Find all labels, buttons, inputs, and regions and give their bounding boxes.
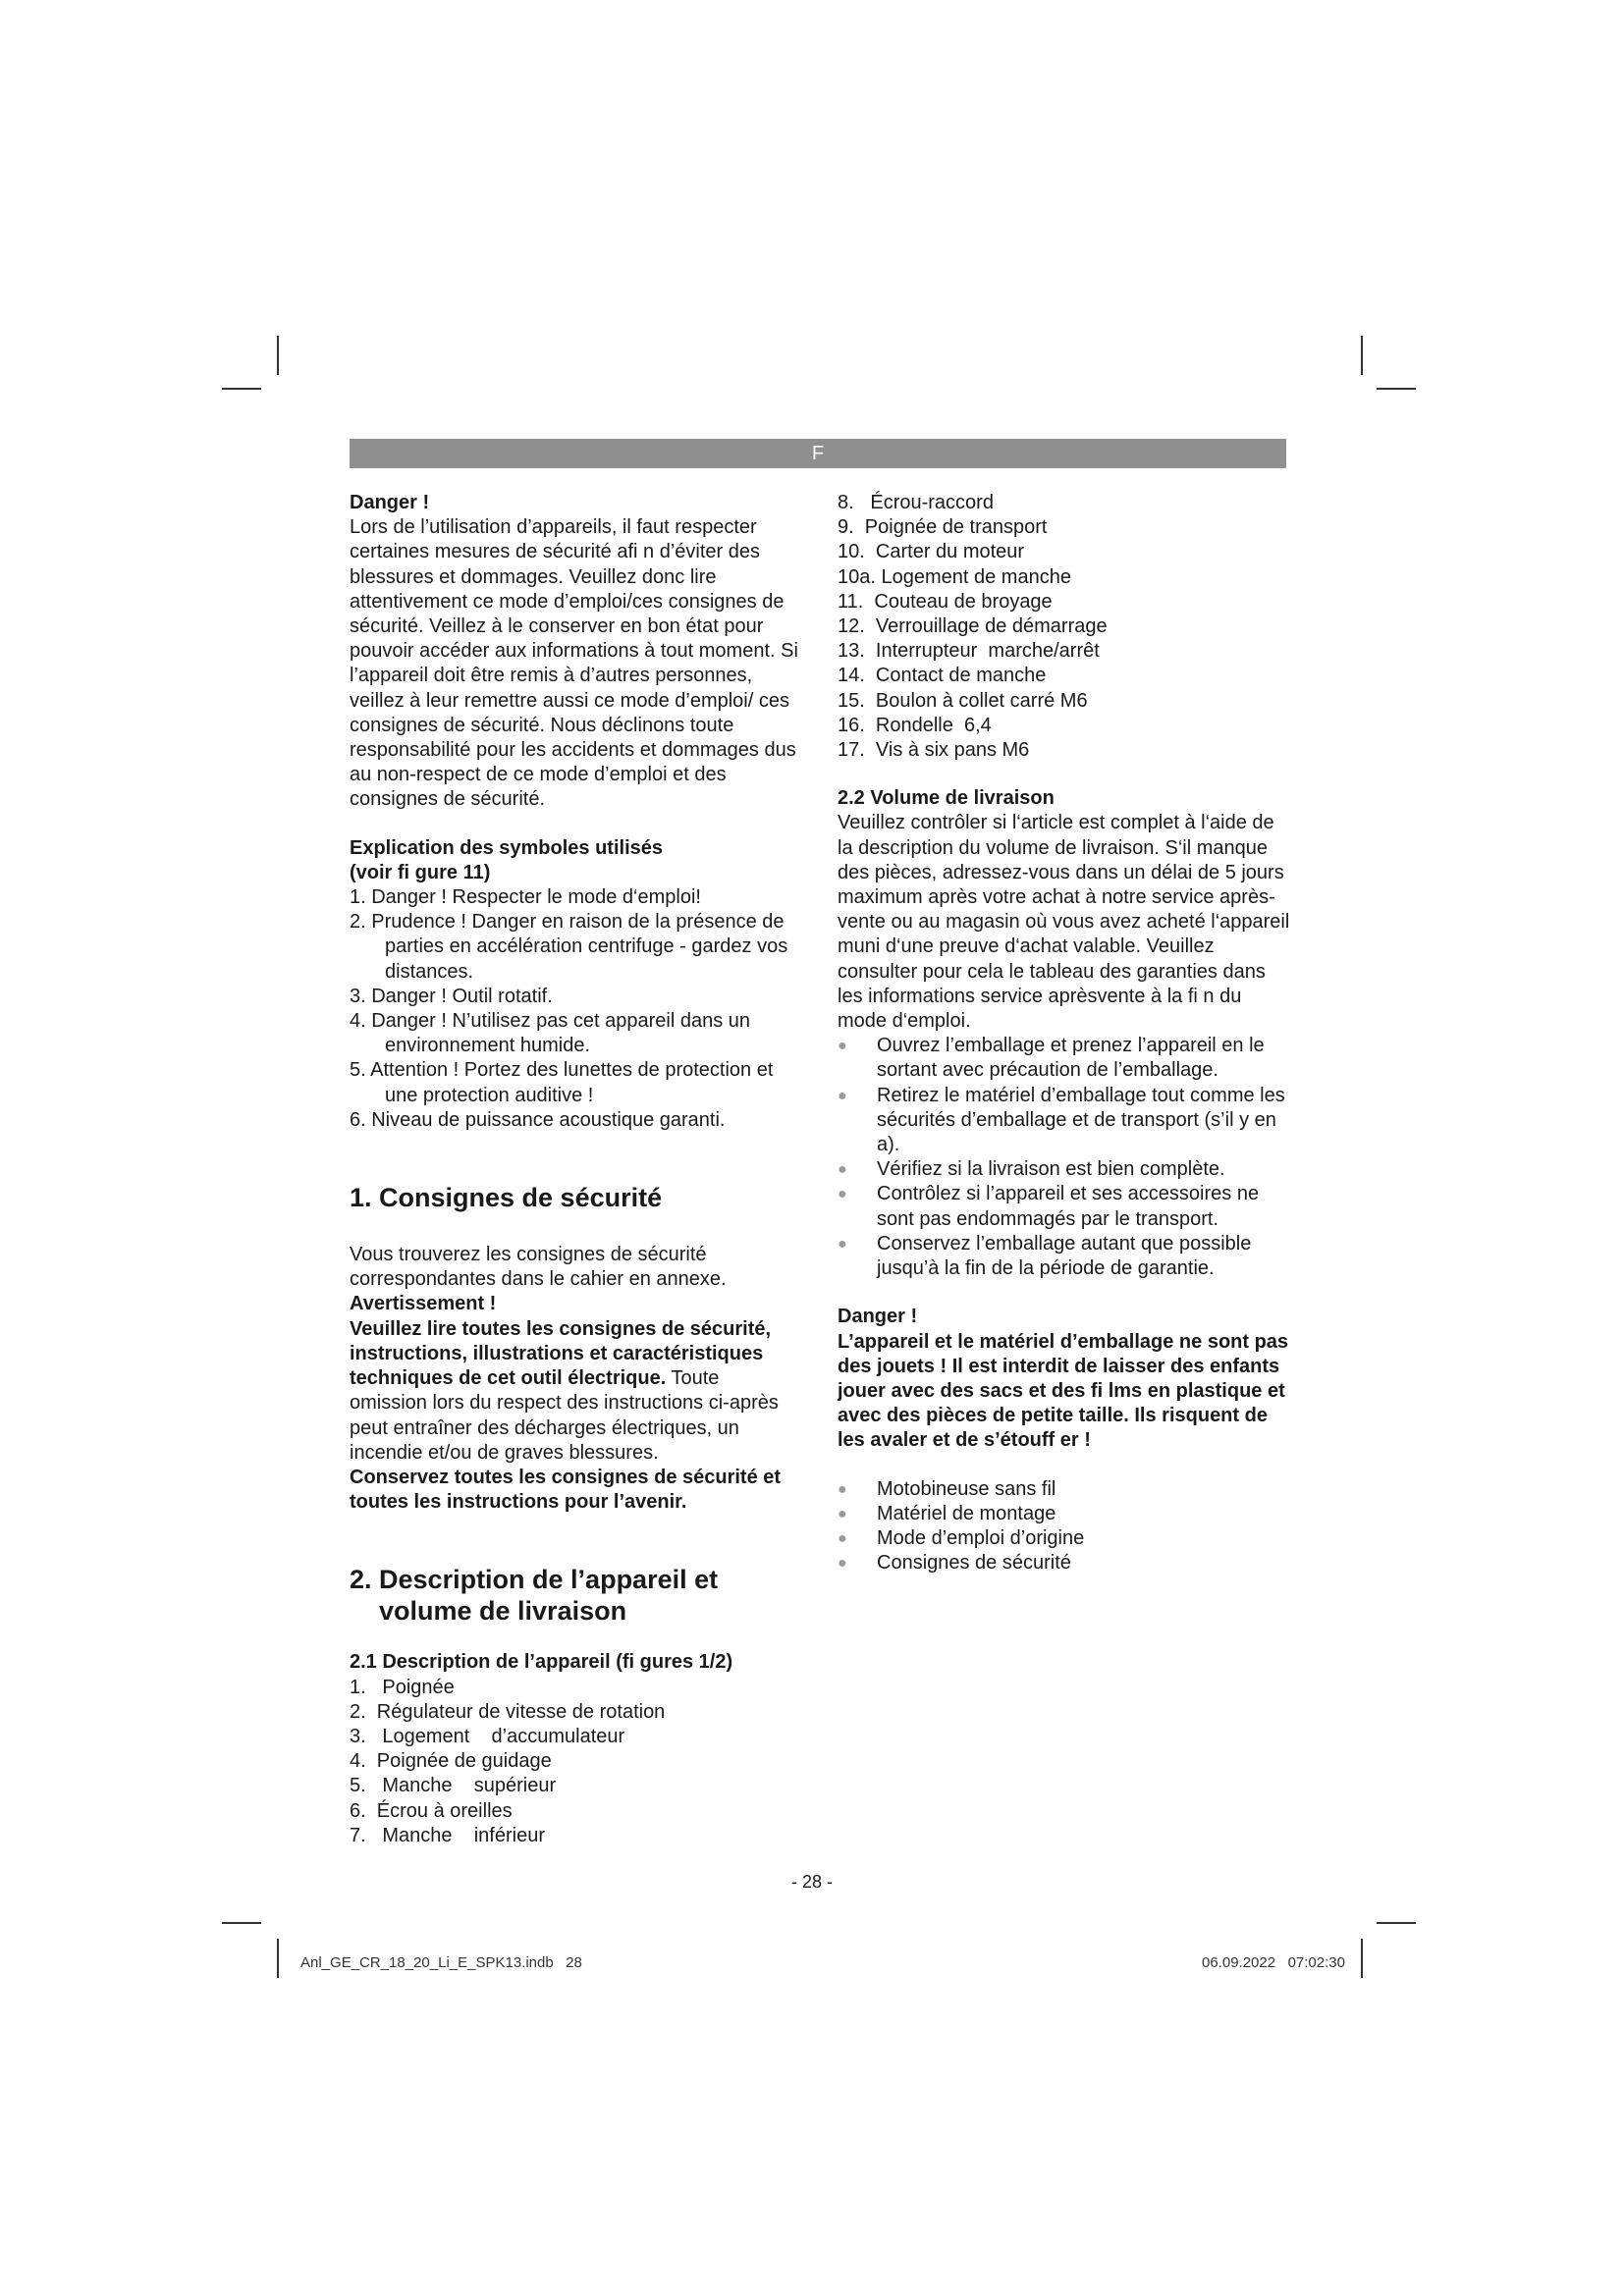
list-item: 6. Écrou à oreilles xyxy=(350,1799,513,1822)
bullet-icon: ● xyxy=(838,1235,847,1253)
bullet-icon: ● xyxy=(838,1186,847,1203)
delivery-text: Veuillez contrôler si l‘article est complet à l‘aide de la description du volume de livraison. S‘il manque des pièces, adressez-vous dans un délai de 5 jours maximum après votre achat à notre service après-vente ou au magasin où vous avez acheté l‘appareil muni d‘une preuve d‘achat valable. Veuillez consulter pour cela le tableau des garanties dans les informations service aprèsvente à la fi n du mode d‘emploi. xyxy=(838,812,1290,1033)
crop-mark xyxy=(1361,336,1363,375)
list-item: 2. Régulateur de vitesse de rotation xyxy=(350,1700,666,1723)
crop-mark xyxy=(277,336,279,375)
list-item: ● Mode d’emploi d’origine xyxy=(838,1526,1291,1551)
list-item: 6. Niveau de puissance acoustique garanti. xyxy=(350,1108,726,1131)
section-2-title xyxy=(350,1564,801,1627)
danger-2-title: Danger ! xyxy=(838,1306,918,1328)
list-item: ● Contrôlez si l’appareil et ses accessoires ne sont pas endommagés par le transport. xyxy=(838,1183,1260,1230)
bullet-icon: ● xyxy=(838,1505,847,1522)
delivery-contents-list xyxy=(838,1477,1291,1576)
list-item: 11. Couteau de broyage xyxy=(838,590,1053,613)
danger-text: Lors de l’utilisation d’appareils, il faut respecter certaines mesures de sécurité afi n d’éviter des blessures et dommages. Veuillez donc lire attentivement ce mode d’emploi/ces consignes de sécurité. Veillez à le conserver en bon état pour pouvoir accéder aux informations à tout moment. Si l’appareil doit être remis à d’autres personnes, veillez à leur remettre aussi ce mode d’emploi/ ces consignes de sécurité. Nous déclinons toute responsabilité pour les accidents et dommages dus au non-respect de ce mode d’emploi et des consignes de sécurité. xyxy=(350,516,798,811)
list-item: 2. Prudence ! Danger en raison de la présence de parties en accélération centrifuge - gardez vos distances. xyxy=(350,911,788,983)
section-1-title: 1. Consignes de sécurité xyxy=(350,1183,663,1213)
bullet-icon: ● xyxy=(838,1480,847,1498)
warning-title: Avertissement ! xyxy=(350,1293,497,1315)
symbols-subtitle: (voir fi gure 11) xyxy=(350,861,491,883)
bullet-icon: ● xyxy=(838,1087,847,1104)
crop-mark xyxy=(222,388,261,390)
list-item: ● Motobineuse sans fil xyxy=(838,1477,1291,1502)
list-item: 5. Attention ! Portez des lunettes de protection et une protection auditive ! xyxy=(350,1059,774,1106)
list-item: 1. Danger ! Respecter le mode d‘emploi! xyxy=(350,886,701,909)
list-item: ● Matériel de montage xyxy=(838,1502,1291,1526)
list-item: 7. Manche inférieur xyxy=(350,1824,545,1846)
list-item: ● Ouvrez l’emballage et prenez l’appareil en le sortant avec précaution de l’emballage. xyxy=(838,1035,1265,1082)
page-number: - 28 - xyxy=(790,1872,833,1892)
bullet-icon: ● xyxy=(838,1038,847,1055)
list-item: ● Vérifiez si la livraison est bien complète. xyxy=(838,1157,1291,1182)
language-header-bar: F xyxy=(350,439,1286,468)
crop-mark xyxy=(222,1922,261,1924)
section-2-title-line2: volume de livraison xyxy=(379,1596,627,1627)
keep-instructions-text: Conservez toutes les consignes de sécurité et toutes les instructions pour l’avenir. xyxy=(350,1466,782,1514)
warning-paragraph xyxy=(350,1317,801,1466)
section-2-title-line1: 2. Description de l’appareil et xyxy=(350,1565,719,1595)
bullet-icon: ● xyxy=(838,1555,847,1573)
crop-mark xyxy=(1377,388,1416,390)
list-item: ● Retirez le matériel d’emballage tout comme les sécurités d’emballage et de transport (s’il y en a). xyxy=(838,1084,1285,1156)
list-item: ● Consignes de sécurité xyxy=(838,1551,1291,1575)
list-item: ● Conservez l’emballage autant que possible jusqu’à la fin de la période de garantie. xyxy=(838,1232,1252,1280)
footer-filename: Anl_GE_CR_18_20_Li_E_SPK13.indb 28 xyxy=(300,1954,582,1971)
list-item: 15. Boulon à collet carré M6 xyxy=(838,689,1088,712)
section-2-2-title: 2.2 Volume de livraison xyxy=(838,787,1055,810)
crop-mark xyxy=(1377,1922,1416,1924)
device-parts-list xyxy=(350,1676,801,1848)
section-1-intro: Vous trouverez les consignes de sécurité correspondantes dans le cahier en annexe. xyxy=(350,1244,727,1291)
danger-2-text: L’appareil et le matériel d’emballage ne sont pas des jouets ! Il est interdit de laisser des enfants jouer avec des sacs et des fi lms en plastique et avec des pièces de petite taille. Ils risquent de les avaler et de s’étouff er ! xyxy=(838,1330,1289,1452)
list-item: 4. Poignée de guidage xyxy=(350,1750,552,1773)
list-item: 8. Écrou-raccord xyxy=(838,492,994,513)
list-item: 3. Logement d’accumulateur xyxy=(350,1725,625,1747)
device-parts-list-continued xyxy=(838,491,1291,763)
list-item: 5. Manche supérieur xyxy=(350,1775,557,1797)
list-item: 13. Interrupteur marche/arrêt xyxy=(838,640,1100,663)
crop-mark xyxy=(1361,1939,1363,1978)
list-item: 9. Poignée de transport xyxy=(838,516,1048,539)
list-item: 14. Contact de manche xyxy=(838,665,1047,687)
section-2-1-title: 2.1 Description de l’appareil (fi gures 1/2) xyxy=(350,1651,733,1674)
bullet-icon: ● xyxy=(838,1529,847,1547)
list-item: 10. Carter du moteur xyxy=(838,541,1025,563)
list-item: 10a. Logement de manche xyxy=(838,565,1071,588)
warning-text: Toute omission lors du respect des instructions ci-après peut entraîner des décharges électriques, un incendie et/ou de graves blessures. xyxy=(350,1367,779,1464)
footer-timestamp: 06.09.2022 07:02:30 xyxy=(1202,1954,1345,1971)
symbols-list xyxy=(350,885,801,1133)
symbols-title: Explication des symboles utilisés xyxy=(350,836,664,859)
list-item: 1. Poignée xyxy=(350,1676,455,1698)
list-item: 4. Danger ! N’utilisez pas cet appareil dans un environnement humide. xyxy=(350,1010,751,1057)
delivery-bullets xyxy=(838,1034,1291,1281)
list-item: 12. Verrouillage de démarrage xyxy=(838,615,1108,638)
danger-title: Danger ! xyxy=(350,492,430,513)
crop-mark xyxy=(277,1939,279,1978)
left-column xyxy=(350,491,801,1848)
list-item: 17. Vis à six pans M6 xyxy=(838,739,1030,762)
bullet-icon: ● xyxy=(838,1161,847,1179)
right-column xyxy=(838,491,1291,1575)
list-item: 16. Rondelle 6,4 xyxy=(838,714,992,736)
warning-bold-text: Veuillez lire toutes les consignes de sécurité, instructions, illustrations et caractéristiques techniques de cet outil électrique. xyxy=(350,1317,772,1390)
list-item: 3. Danger ! Outil rotatif. xyxy=(350,985,553,1007)
